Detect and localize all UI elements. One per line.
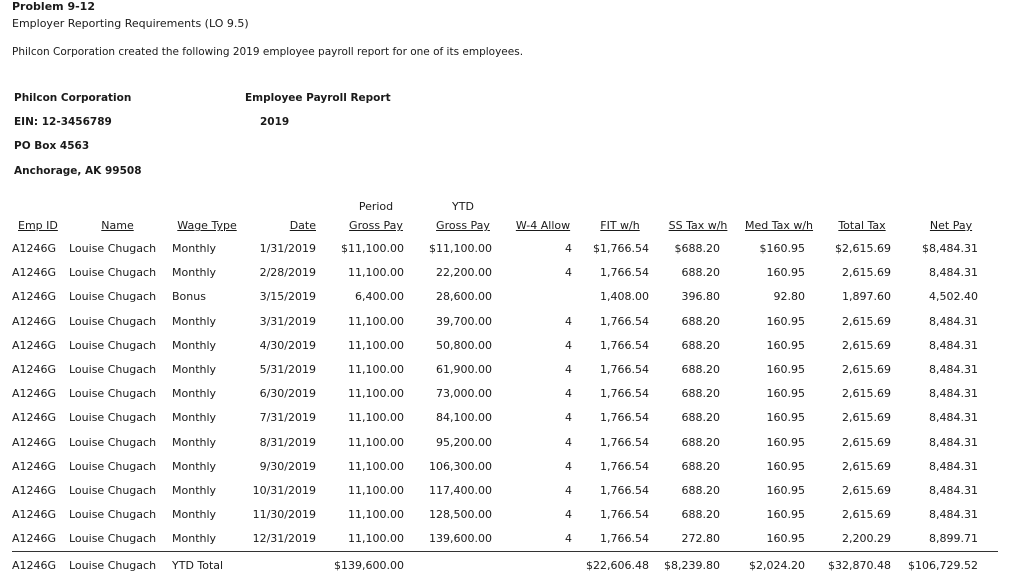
column-header-emp-id: Emp ID xyxy=(18,219,58,232)
cell-ss-tax-wh: 688.20 xyxy=(681,484,720,497)
cell-ytd-gross-pay: $11,100.00 xyxy=(429,242,492,255)
cell-w4-allow: 4 xyxy=(565,314,572,328)
cell-net-pay: 8,484.31 xyxy=(929,459,978,473)
total-ss-tax-wh: $8,239.80 xyxy=(664,559,720,572)
cell-name: Louise Chugach xyxy=(69,459,157,473)
cell-date: 2/28/2019 xyxy=(259,266,316,280)
cell-date: 3/15/2019 xyxy=(259,290,316,304)
problem-title: Problem 9-12 xyxy=(12,0,95,13)
cell-med-tax-wh: 160.95 xyxy=(766,508,805,522)
cell-emp-id: A1246G xyxy=(12,290,57,304)
cell-ytd-gross-pay: 84,100.00 xyxy=(436,411,492,425)
company-city: Anchorage, AK 99508 xyxy=(14,165,142,177)
cell-med-tax-wh: 160.95 xyxy=(766,338,805,352)
cell-period-gross-pay: 11,100.00 xyxy=(348,338,404,352)
cell-fit-wh: 1,766.54 xyxy=(600,363,649,376)
cell-fit-wh: 1,766.54 xyxy=(600,459,649,473)
total-emp-id: A1246G xyxy=(12,559,57,572)
cell-med-tax-wh: 160.95 xyxy=(766,532,805,546)
cell-med-tax-wh: 160.95 xyxy=(766,484,805,497)
header-ytd-label: YTD xyxy=(452,200,474,213)
cell-wage-type: Monthly xyxy=(172,314,217,328)
cell-med-tax-wh: 160.95 xyxy=(766,363,805,376)
cell-total-tax: 2,615.69 xyxy=(842,387,891,401)
cell-total-tax: 2,615.69 xyxy=(842,314,891,328)
cell-emp-id: A1246G xyxy=(12,459,57,473)
header-period-label: Period xyxy=(358,200,394,213)
cell-emp-id: A1246G xyxy=(12,242,57,255)
cell-date: 5/31/2019 xyxy=(259,363,316,376)
cell-total-tax: 2,615.69 xyxy=(842,411,891,425)
cell-fit-wh: 1,766.54 xyxy=(600,532,649,546)
cell-total-tax: 2,615.69 xyxy=(842,363,891,376)
cell-fit-wh: 1,766.54 xyxy=(600,314,649,328)
cell-total-tax: 2,200.29 xyxy=(842,532,891,546)
cell-period-gross-pay: 11,100.00 xyxy=(348,508,404,522)
cell-emp-id: A1246G xyxy=(12,411,57,425)
company-ein: EIN: 12-3456789 xyxy=(14,116,112,128)
cell-w4-allow: 4 xyxy=(565,338,572,352)
total-divider xyxy=(12,551,998,552)
cell-net-pay: 8,899.71 xyxy=(929,532,978,546)
total-med-tax-wh: $2,024.20 xyxy=(749,559,805,572)
report-year: 2019 xyxy=(260,116,290,128)
cell-ss-tax-wh: 688.20 xyxy=(681,387,720,401)
cell-w4-allow: 4 xyxy=(565,411,572,425)
cell-net-pay: 8,484.31 xyxy=(929,363,978,376)
cell-ss-tax-wh: 688.20 xyxy=(681,459,720,473)
cell-w4-allow: 4 xyxy=(565,242,572,255)
cell-ytd-gross-pay: 128,500.00 xyxy=(429,508,492,522)
cell-name: Louise Chugach xyxy=(69,508,157,522)
cell-date: 3/31/2019 xyxy=(259,314,316,328)
cell-date: 7/31/2019 xyxy=(259,411,316,425)
cell-wage-type: Monthly xyxy=(172,242,217,255)
report-title: Employee Payroll Report xyxy=(245,92,391,104)
cell-emp-id: A1246G xyxy=(12,435,57,449)
cell-med-tax-wh: 160.95 xyxy=(766,314,805,328)
cell-ytd-gross-pay: 139,600.00 xyxy=(429,532,492,546)
total-total-tax: $32,870.48 xyxy=(828,559,891,572)
cell-period-gross-pay: 11,100.00 xyxy=(348,435,404,449)
cell-w4-allow: 4 xyxy=(565,363,572,376)
cell-name: Louise Chugach xyxy=(69,484,157,497)
cell-net-pay: 8,484.31 xyxy=(929,387,978,401)
cell-total-tax: $2,615.69 xyxy=(835,242,891,255)
cell-net-pay: 4,502.40 xyxy=(929,290,978,304)
cell-period-gross-pay: 11,100.00 xyxy=(348,532,404,546)
problem-intro: Philcon Corporation created the following 2019 employee payroll report for one of its employees. xyxy=(12,46,524,58)
cell-period-gross-pay: 11,100.00 xyxy=(348,314,404,328)
cell-total-tax: 2,615.69 xyxy=(842,338,891,352)
cell-w4-allow: 4 xyxy=(565,532,572,546)
cell-fit-wh: 1,766.54 xyxy=(600,435,649,449)
cell-med-tax-wh: 160.95 xyxy=(766,459,805,473)
cell-ytd-gross-pay: 117,400.00 xyxy=(429,484,492,497)
cell-name: Louise Chugach xyxy=(69,411,157,425)
cell-name: Louise Chugach xyxy=(69,314,157,328)
cell-period-gross-pay: 11,100.00 xyxy=(348,459,404,473)
company-name: Philcon Corporation xyxy=(14,92,132,104)
cell-emp-id: A1246G xyxy=(12,266,57,280)
cell-ss-tax-wh: 396.80 xyxy=(681,290,720,304)
column-header-ss-tax-wh: SS Tax w/h xyxy=(668,219,728,232)
cell-date: 11/30/2019 xyxy=(252,508,316,522)
cell-period-gross-pay: 6,400.00 xyxy=(355,290,404,304)
company-po-box: PO Box 4563 xyxy=(14,140,90,152)
cell-emp-id: A1246G xyxy=(12,508,57,522)
cell-wage-type: Monthly xyxy=(172,508,217,522)
cell-total-tax: 2,615.69 xyxy=(842,266,891,280)
cell-med-tax-wh: 160.95 xyxy=(766,266,805,280)
cell-name: Louise Chugach xyxy=(69,338,157,352)
cell-ss-tax-wh: 688.20 xyxy=(681,411,720,425)
cell-name: Louise Chugach xyxy=(69,532,157,546)
cell-ss-tax-wh: 272.80 xyxy=(681,532,720,546)
cell-ytd-gross-pay: 106,300.00 xyxy=(429,459,492,473)
cell-date: 4/30/2019 xyxy=(259,338,316,352)
cell-name: Louise Chugach xyxy=(69,266,157,280)
cell-ytd-gross-pay: 73,000.00 xyxy=(436,387,492,401)
cell-wage-type: Bonus xyxy=(172,290,206,304)
cell-name: Louise Chugach xyxy=(69,435,157,449)
cell-emp-id: A1246G xyxy=(12,314,57,328)
cell-ytd-gross-pay: 28,600.00 xyxy=(436,290,492,304)
cell-net-pay: 8,484.31 xyxy=(929,314,978,328)
total-net-pay: $106,729.52 xyxy=(908,559,978,572)
column-header-total-tax: Total Tax xyxy=(838,219,886,232)
cell-ss-tax-wh: 688.20 xyxy=(681,508,720,522)
cell-ss-tax-wh: 688.20 xyxy=(681,314,720,328)
cell-wage-type: Monthly xyxy=(172,363,217,376)
cell-med-tax-wh: 160.95 xyxy=(766,411,805,425)
cell-w4-allow: 4 xyxy=(565,484,572,497)
column-header-net-pay: Net Pay xyxy=(929,219,973,232)
cell-ss-tax-wh: 688.20 xyxy=(681,363,720,376)
total-fit-wh: $22,606.48 xyxy=(586,559,649,572)
cell-net-pay: 8,484.31 xyxy=(929,508,978,522)
cell-w4-allow: 4 xyxy=(565,508,572,522)
cell-ss-tax-wh: $688.20 xyxy=(674,242,720,255)
cell-w4-allow: 4 xyxy=(565,266,572,280)
cell-emp-id: A1246G xyxy=(12,532,57,546)
cell-fit-wh: 1,766.54 xyxy=(600,508,649,522)
cell-net-pay: 8,484.31 xyxy=(929,411,978,425)
cell-ytd-gross-pay: 61,900.00 xyxy=(436,363,492,376)
cell-name: Louise Chugach xyxy=(69,363,157,376)
cell-wage-type: Monthly xyxy=(172,484,217,497)
cell-wage-type: Monthly xyxy=(172,532,217,546)
cell-fit-wh: 1,766.54 xyxy=(600,387,649,401)
cell-date: 10/31/2019 xyxy=(252,484,316,497)
cell-w4-allow: 4 xyxy=(565,459,572,473)
cell-period-gross-pay: $11,100.00 xyxy=(341,242,404,255)
cell-fit-wh: 1,766.54 xyxy=(600,411,649,425)
cell-name: Louise Chugach xyxy=(69,242,157,255)
cell-date: 12/31/2019 xyxy=(252,532,316,546)
column-header-fit-wh: FIT w/h xyxy=(600,219,640,232)
cell-med-tax-wh: 160.95 xyxy=(766,435,805,449)
cell-date: 1/31/2019 xyxy=(259,242,316,255)
cell-ytd-gross-pay: 22,200.00 xyxy=(436,266,492,280)
cell-date: 9/30/2019 xyxy=(259,459,316,473)
cell-date: 6/30/2019 xyxy=(259,387,316,401)
cell-emp-id: A1246G xyxy=(12,338,57,352)
cell-total-tax: 1,897.60 xyxy=(842,290,891,304)
cell-wage-type: Monthly xyxy=(172,387,217,401)
cell-wage-type: Monthly xyxy=(172,435,217,449)
total-period-gross-pay: $139,600.00 xyxy=(334,559,404,572)
cell-total-tax: 2,615.69 xyxy=(842,508,891,522)
cell-med-tax-wh: 160.95 xyxy=(766,387,805,401)
cell-med-tax-wh: $160.95 xyxy=(759,242,805,255)
cell-period-gross-pay: 11,100.00 xyxy=(348,363,404,376)
cell-ss-tax-wh: 688.20 xyxy=(681,266,720,280)
cell-fit-wh: $1,766.54 xyxy=(593,242,649,255)
cell-wage-type: Monthly xyxy=(172,411,217,425)
cell-total-tax: 2,615.69 xyxy=(842,435,891,449)
cell-period-gross-pay: 11,100.00 xyxy=(348,266,404,280)
cell-med-tax-wh: 92.80 xyxy=(773,290,805,304)
column-header-period-gross-pay: Gross Pay xyxy=(349,219,403,232)
cell-fit-wh: 1,766.54 xyxy=(600,484,649,497)
cell-emp-id: A1246G xyxy=(12,363,57,376)
cell-net-pay: 8,484.31 xyxy=(929,338,978,352)
cell-w4-allow: 4 xyxy=(565,435,572,449)
total-wage-type: YTD Total xyxy=(172,559,224,572)
cell-date: 8/31/2019 xyxy=(259,435,316,449)
cell-ss-tax-wh: 688.20 xyxy=(681,338,720,352)
cell-net-pay: 8,484.31 xyxy=(929,484,978,497)
cell-total-tax: 2,615.69 xyxy=(842,484,891,497)
column-header-wage-type: Wage Type xyxy=(177,219,237,232)
cell-name: Louise Chugach xyxy=(69,290,157,304)
cell-period-gross-pay: 11,100.00 xyxy=(348,411,404,425)
cell-fit-wh: 1,408.00 xyxy=(600,290,649,304)
column-header-w4-allow: W-4 Allow xyxy=(515,219,571,232)
cell-name: Louise Chugach xyxy=(69,387,157,401)
cell-ytd-gross-pay: 50,800.00 xyxy=(436,338,492,352)
cell-ytd-gross-pay: 95,200.00 xyxy=(436,435,492,449)
cell-period-gross-pay: 11,100.00 xyxy=(348,387,404,401)
cell-wage-type: Monthly xyxy=(172,338,217,352)
column-header-med-tax-wh: Med Tax w/h xyxy=(744,219,814,232)
cell-net-pay: 8,484.31 xyxy=(929,435,978,449)
cell-period-gross-pay: 11,100.00 xyxy=(348,484,404,497)
column-header-name: Name xyxy=(101,219,134,232)
cell-wage-type: Monthly xyxy=(172,459,217,473)
column-header-date: Date xyxy=(289,219,316,232)
cell-total-tax: 2,615.69 xyxy=(842,459,891,473)
column-header-ytd-gross-pay: Gross Pay xyxy=(436,219,490,232)
cell-ss-tax-wh: 688.20 xyxy=(681,435,720,449)
cell-emp-id: A1246G xyxy=(12,484,57,497)
cell-net-pay: $8,484.31 xyxy=(922,242,978,255)
problem-subtitle: Employer Reporting Requirements (LO 9.5) xyxy=(12,17,249,30)
cell-net-pay: 8,484.31 xyxy=(929,266,978,280)
cell-fit-wh: 1,766.54 xyxy=(600,266,649,280)
cell-wage-type: Monthly xyxy=(172,266,217,280)
cell-ytd-gross-pay: 39,700.00 xyxy=(436,314,492,328)
cell-emp-id: A1246G xyxy=(12,387,57,401)
cell-fit-wh: 1,766.54 xyxy=(600,338,649,352)
total-name: Louise Chugach xyxy=(69,559,157,572)
cell-w4-allow: 4 xyxy=(565,387,572,401)
